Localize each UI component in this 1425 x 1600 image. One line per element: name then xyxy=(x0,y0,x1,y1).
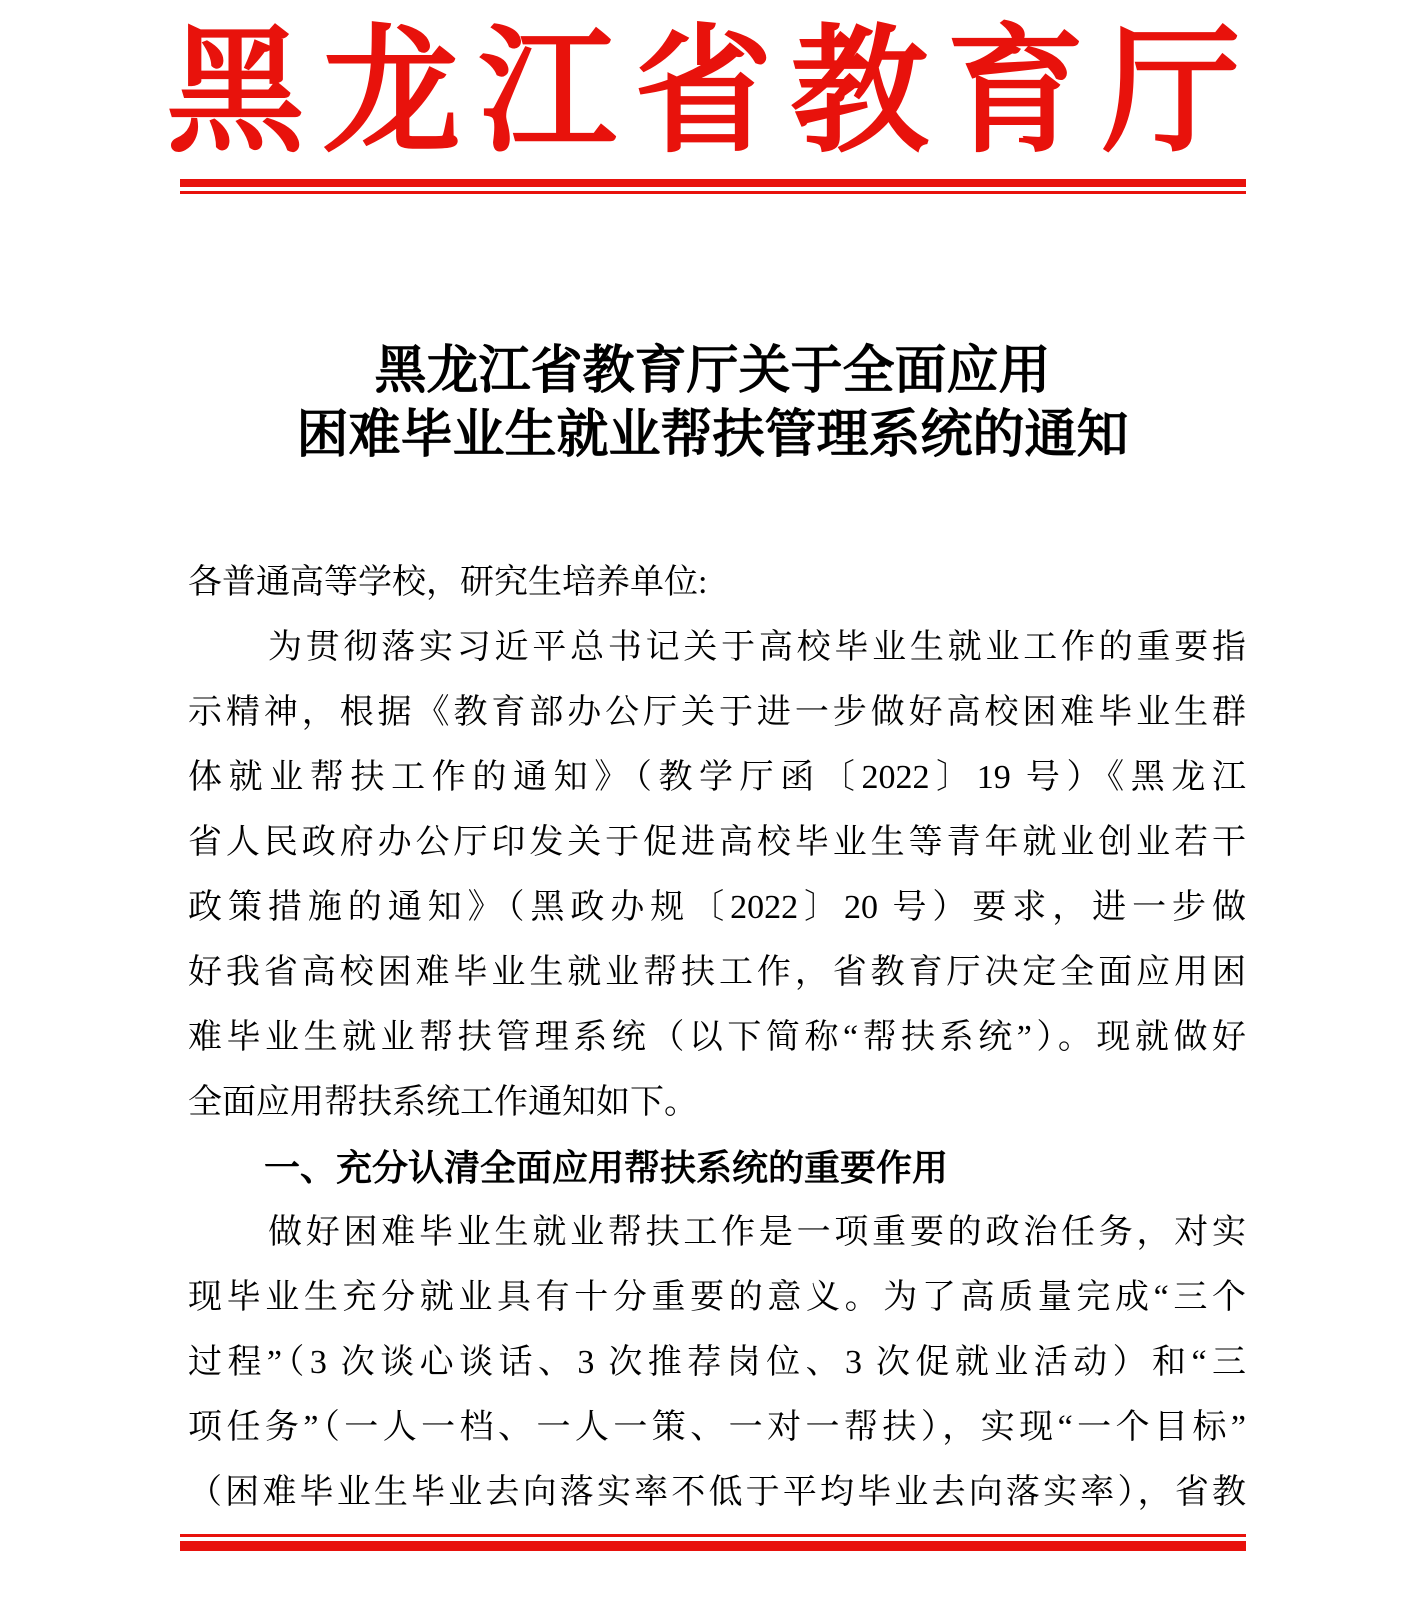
footer-rule-thin xyxy=(180,1534,1246,1537)
body-line: 好我省高校困难毕业生就业帮扶工作，省教育厅决定全面应用困 xyxy=(188,954,1246,991)
body-line: 全面应用帮扶系统工作通知如下。 xyxy=(188,1084,698,1121)
letterhead-rule-thin xyxy=(180,191,1246,194)
body-line: 项任务”（一人一档、一人一策、一对一帮扶），实现“一个目标” xyxy=(188,1409,1246,1446)
document-body xyxy=(188,550,1246,1525)
body-line: 省人民政府办公厅印发关于促进高校毕业生等青年就业创业若干 xyxy=(188,824,1246,861)
section-heading: 一、充分认清全面应用帮扶系统的重要作用 xyxy=(264,1147,949,1188)
letterhead-rule-thick xyxy=(180,179,1246,187)
body-line: 政策措施的通知》（黑政办规〔2022〕20 号）要求，进一步做 xyxy=(188,889,1246,926)
body-line: （困难毕业生毕业去向落实率不低于平均毕业去向落实率），省教 xyxy=(188,1474,1246,1511)
body-line: 示精神，根据《教育部办公厅关于进一步做好高校困难毕业生群 xyxy=(188,694,1246,731)
body-line: 过程”（3 次谈心谈话、3 次推荐岗位、3 次促就业活动）和“三 xyxy=(188,1344,1246,1381)
footer-rule-thick xyxy=(180,1541,1246,1551)
body-line: 为贯彻落实习近平总书记关于高校毕业生就业工作的重要指 xyxy=(268,629,1246,666)
body-line: 现毕业生充分就业具有十分重要的意义。为了高质量完成“三个 xyxy=(188,1279,1246,1316)
document-title xyxy=(0,340,1425,468)
agency-letterhead: 黑龙江省教育厅 xyxy=(166,16,1259,169)
body-line: 体就业帮扶工作的通知》（教学厅函〔2022〕19 号）《黑龙江 xyxy=(188,759,1246,796)
body-line: 做好困难毕业生就业帮扶工作是一项重要的政治任务，对实 xyxy=(268,1214,1246,1251)
document-title-line1: 黑龙江省教育厅关于全面应用 xyxy=(374,343,1051,400)
salutation-line: 各普通高等学校，研究生培养单位: xyxy=(188,564,708,601)
body-line: 难毕业生就业帮扶管理系统（以下简称“帮扶系统”）。现就做好 xyxy=(188,1019,1246,1056)
document-title-line2: 困难毕业生就业帮扶管理系统的通知 xyxy=(296,407,1129,464)
